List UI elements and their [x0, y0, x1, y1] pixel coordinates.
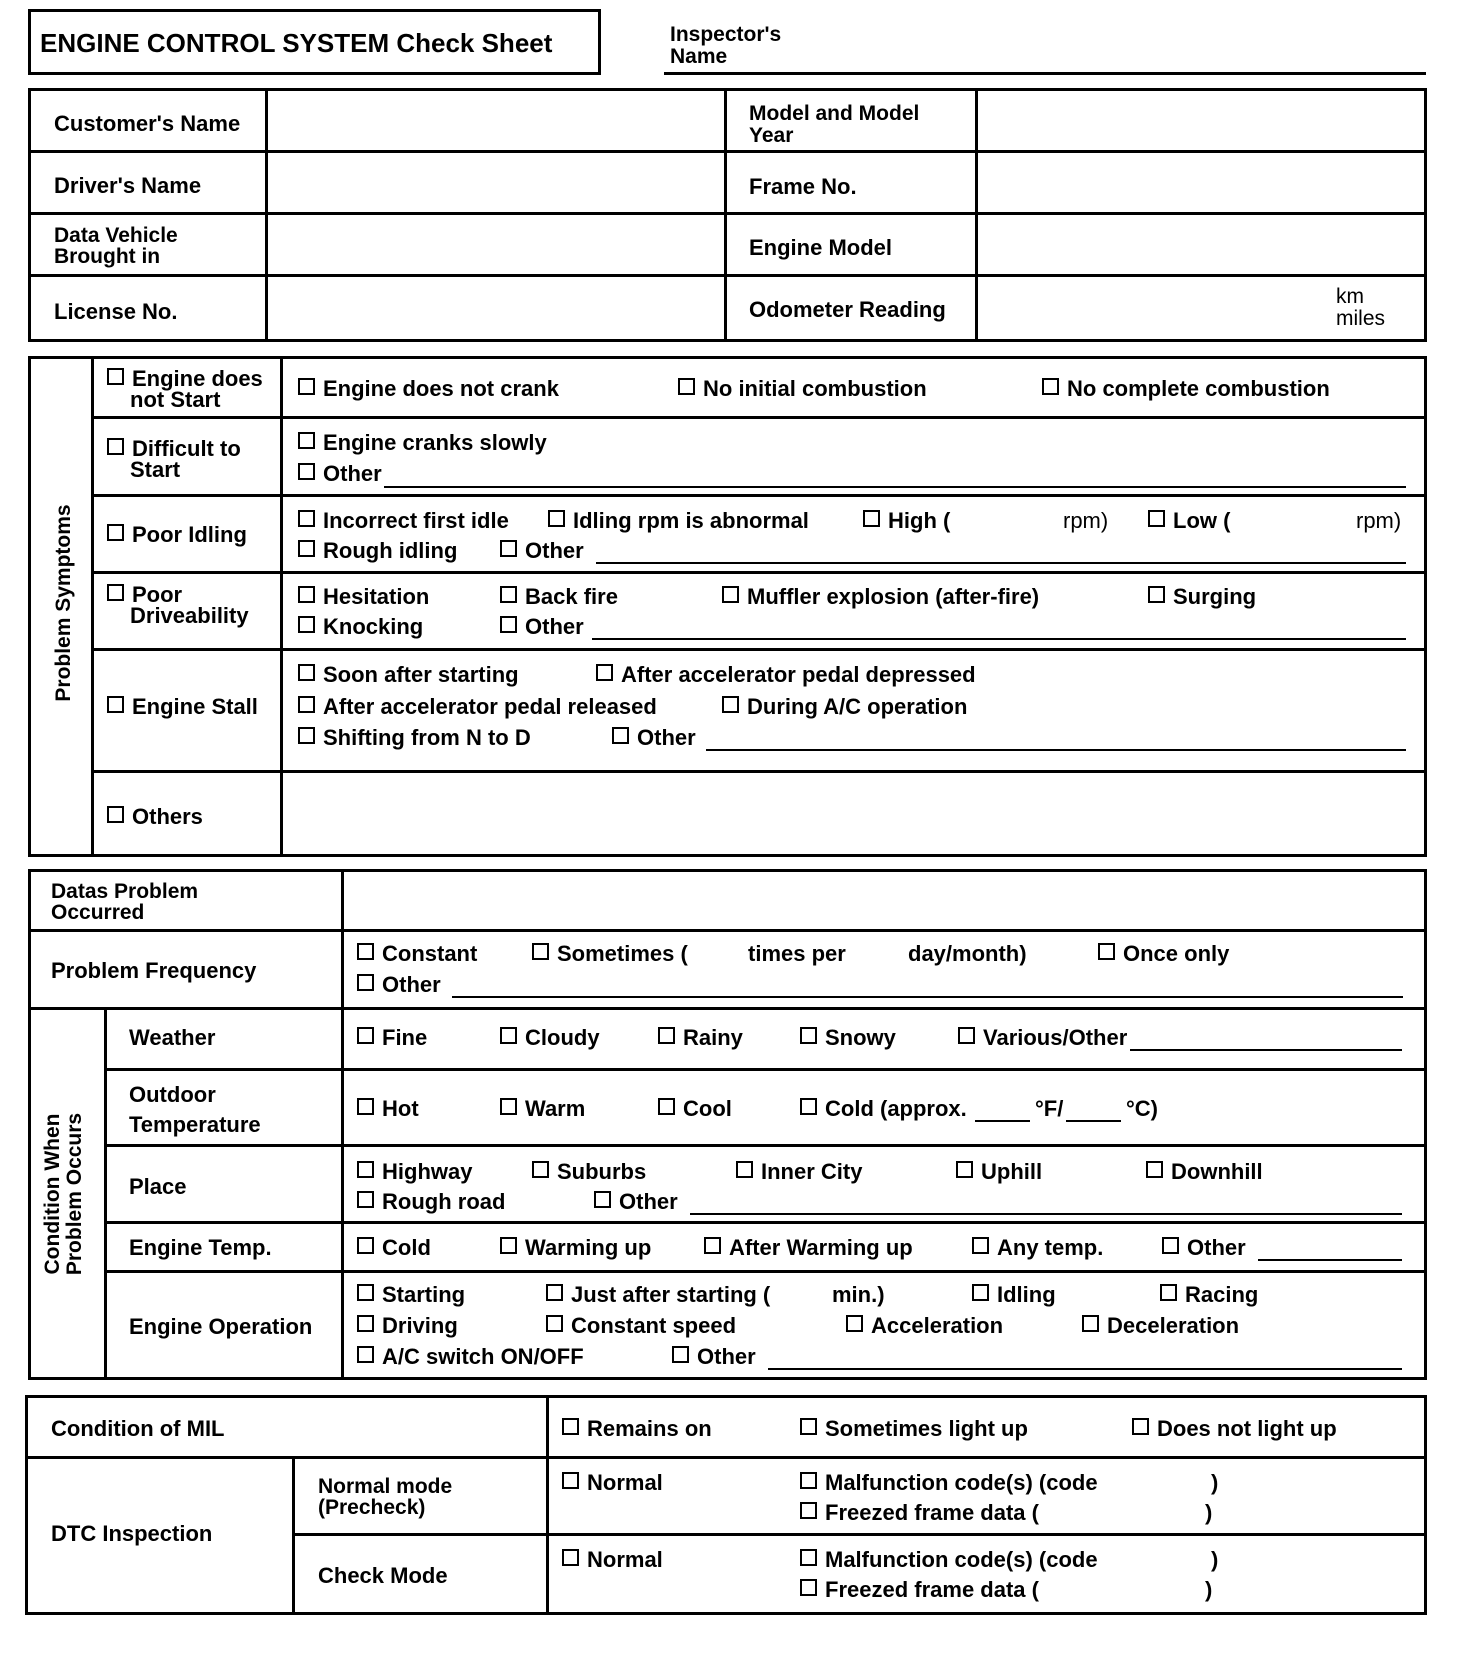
checkbox-icon[interactable]	[800, 1502, 817, 1519]
opt-stall-other[interactable]: Other	[612, 727, 696, 749]
mil-label: Condition of MIL	[51, 1416, 225, 1441]
opt-rainy[interactable]: Rainy	[658, 1027, 743, 1049]
opt-during-ac[interactable]: During A/C operation	[722, 696, 967, 718]
inspector-name-line[interactable]	[664, 72, 1426, 75]
engine-operation-label: Engine Operation	[129, 1314, 313, 1339]
others-check[interactable]	[107, 806, 203, 828]
opt-temp-cold[interactable]: Cold	[357, 1237, 431, 1259]
close-paren: )	[1211, 1470, 1219, 1495]
opt-rough-idling[interactable]: Rough idling	[298, 540, 457, 562]
checkbox-icon[interactable]	[357, 1027, 374, 1044]
checkbox-icon[interactable]	[736, 1161, 753, 1178]
opt-fine[interactable]: Fine	[357, 1027, 427, 1049]
unit-c-text: °C)	[1126, 1096, 1159, 1121]
opt-uphill[interactable]: Uphill	[956, 1161, 1042, 1183]
opt-shifting-n-to-d[interactable]: Shifting from N to D	[298, 727, 531, 749]
page-title: ENGINE CONTROL SYSTEM Check Sheet	[40, 28, 553, 58]
checkbox-icon[interactable]	[800, 1472, 817, 1489]
opt-rough-road[interactable]: Rough road	[357, 1191, 505, 1213]
checkbox-icon[interactable]	[1132, 1418, 1149, 1435]
check-mode-label: Check Mode	[318, 1563, 448, 1588]
unit-f-text: °F/	[1035, 1096, 1064, 1121]
opt-idling-rpm-abnormal[interactable]: Idling rpm is abnormal	[548, 510, 809, 532]
checkbox-icon[interactable]	[298, 540, 315, 557]
opt-suburbs[interactable]: Suburbs	[532, 1161, 646, 1183]
checkbox-icon[interactable]	[1148, 510, 1165, 527]
checkbox-icon[interactable]	[357, 1161, 374, 1178]
opt-idling[interactable]: Idling	[972, 1284, 1056, 1306]
opt-cold-approx[interactable]: Cold (approx.	[800, 1098, 967, 1120]
opt-malfunction-check[interactable]: Malfunction code(s) (code	[800, 1549, 1098, 1571]
temp-c-line[interactable]	[1066, 1120, 1121, 1122]
checkbox-icon[interactable]	[958, 1027, 975, 1044]
checkbox-icon[interactable]	[500, 540, 517, 557]
engine-temp-label: Engine Temp.	[129, 1235, 272, 1260]
checkbox-icon[interactable]	[1082, 1315, 1099, 1332]
checkbox-icon[interactable]	[1042, 378, 1059, 395]
opt-sometimes-light-up[interactable]: Sometimes light up	[800, 1418, 1028, 1440]
opt-after-warming-up[interactable]: After Warming up	[704, 1237, 913, 1259]
opt-normal-precheck[interactable]: Normal	[562, 1472, 663, 1494]
operation-other-line[interactable]	[768, 1368, 1402, 1370]
opt-various-other[interactable]: Various/Other	[958, 1027, 1127, 1049]
driver-name-label: Driver's Name	[54, 173, 202, 198]
checkbox-icon[interactable]	[357, 1315, 374, 1332]
opt-surging[interactable]: Surging	[1148, 586, 1256, 608]
opt-warming-up[interactable]: Warming up	[500, 1237, 651, 1259]
checkbox-icon[interactable]	[972, 1237, 989, 1254]
checkbox-icon[interactable]	[846, 1315, 863, 1332]
opt-highway[interactable]: Highway	[357, 1161, 472, 1183]
place-label: Place	[129, 1174, 187, 1199]
license-no-label: License No.	[54, 299, 178, 324]
checkbox-icon[interactable]	[546, 1284, 563, 1301]
opt-acceleration[interactable]: Acceleration	[846, 1315, 1003, 1337]
opt-driveability-other[interactable]: Other	[500, 616, 584, 638]
checkbox-icon[interactable]	[800, 1098, 817, 1115]
opt-pedal-released[interactable]: After accelerator pedal released	[298, 696, 657, 718]
opt-just-after-starting[interactable]: Just after starting (	[546, 1284, 770, 1306]
checkbox-icon[interactable]	[596, 664, 613, 681]
close-paren: )	[1205, 1500, 1213, 1525]
temp-other-line[interactable]	[1258, 1259, 1402, 1261]
checkbox-icon[interactable]	[800, 1027, 817, 1044]
checkbox-icon[interactable]	[612, 727, 629, 744]
checkbox-icon[interactable]	[546, 1315, 563, 1332]
checkbox-icon[interactable]	[107, 368, 124, 385]
checkbox-icon[interactable]	[1160, 1284, 1177, 1301]
checkbox-icon[interactable]	[972, 1284, 989, 1301]
checkbox-icon[interactable]	[1146, 1161, 1163, 1178]
checkbox-icon[interactable]	[500, 586, 517, 603]
opt-remains-on[interactable]: Remains on	[562, 1418, 712, 1440]
driver-name-field[interactable]	[268, 153, 724, 212]
opt-snowy[interactable]: Snowy	[800, 1027, 896, 1049]
checkbox-icon[interactable]	[298, 696, 315, 713]
weather-label: Weather	[129, 1025, 216, 1050]
checkbox-icon[interactable]	[678, 378, 695, 395]
checkbox-icon[interactable]	[298, 378, 315, 395]
opt-cranks-slowly[interactable]: Engine cranks slowly	[298, 432, 547, 454]
close-paren: )	[1205, 1577, 1213, 1602]
low-rpm-unit: rpm)	[1356, 508, 1402, 533]
checkbox-icon[interactable]	[298, 432, 315, 449]
opt-temp-other[interactable]: Other	[1162, 1237, 1246, 1259]
stall-other-line[interactable]	[706, 749, 1406, 751]
poor-driveability-check[interactable]	[107, 584, 290, 626]
min-text: min.)	[832, 1282, 885, 1307]
opt-constant[interactable]: Constant	[357, 943, 477, 965]
checkbox-icon[interactable]	[357, 1098, 374, 1115]
frame-no-field[interactable]	[978, 153, 1424, 212]
dtc-inspection-label: DTC Inspection	[51, 1521, 213, 1546]
opt-starting[interactable]: Starting	[357, 1284, 465, 1306]
unit-km: km	[1336, 285, 1364, 308]
inspector-label: Inspector's Name	[670, 23, 782, 68]
checkbox-icon[interactable]	[357, 1237, 374, 1254]
checkbox-icon[interactable]	[532, 943, 549, 960]
checkbox-icon[interactable]	[500, 1237, 517, 1254]
customer-name-label: Customer's Name	[54, 111, 241, 136]
opt-difficult-other[interactable]: Other	[298, 463, 382, 485]
checkbox-icon[interactable]	[298, 510, 315, 527]
opt-constant-speed[interactable]: Constant speed	[546, 1315, 736, 1337]
unit-miles: miles	[1336, 307, 1386, 330]
opt-muffler-explosion[interactable]: Muffler explosion (after-fire)	[722, 586, 1039, 608]
checkbox-icon[interactable]	[298, 664, 315, 681]
checkbox-icon[interactable]	[672, 1346, 689, 1363]
checkbox-icon[interactable]	[500, 1027, 517, 1044]
opt-knocking[interactable]: Knocking	[298, 616, 423, 638]
odometer-label: Odometer Reading	[749, 297, 946, 322]
problem-symptoms-label: Problem Symptoms	[52, 504, 75, 702]
opt-ac-switch[interactable]: A/C switch ON/OFF	[357, 1346, 584, 1368]
frequency-other-line[interactable]	[452, 996, 1403, 998]
temp-f-line[interactable]	[975, 1120, 1030, 1122]
times-per-text: times per	[748, 941, 846, 966]
opt-no-complete-combustion[interactable]: No complete combustion	[1042, 378, 1330, 400]
opt-idling-other[interactable]: Other	[500, 540, 584, 562]
poor-idling-label: Poor Idling	[132, 522, 247, 547]
checkbox-icon[interactable]	[722, 696, 739, 713]
checkbox-icon[interactable]	[107, 806, 124, 823]
temperature-label: Temperature	[129, 1112, 261, 1137]
checkbox-icon[interactable]	[532, 1161, 549, 1178]
model-year-label: Model and Model Year	[749, 102, 920, 147]
checkbox-icon[interactable]	[562, 1418, 579, 1435]
close-paren: )	[1211, 1547, 1219, 1572]
checkbox-icon[interactable]	[500, 1098, 517, 1115]
opt-incorrect-first-idle[interactable]: Incorrect first idle	[298, 510, 509, 532]
opt-sometimes[interactable]: Sometimes (	[532, 943, 688, 965]
checkbox-icon[interactable]	[298, 727, 315, 744]
checkbox-icon[interactable]	[357, 1191, 374, 1208]
checkbox-icon[interactable]	[1098, 943, 1115, 960]
outdoor-label: Outdoor	[129, 1082, 216, 1107]
checkbox-icon[interactable]	[357, 1346, 374, 1363]
opt-no-initial-combustion[interactable]: No initial combustion	[678, 378, 927, 400]
frame-no-label: Frame No.	[749, 174, 857, 199]
odometer-field[interactable]	[978, 277, 1318, 339]
opt-once-only[interactable]: Once only	[1098, 943, 1229, 965]
poor-driveability-label: Poor Driveability	[130, 582, 249, 628]
engine-stall-check[interactable]	[107, 696, 258, 718]
condition-when-label: Condition When Problem Occurs	[41, 1112, 86, 1276]
opt-inner-city[interactable]: Inner City	[736, 1161, 862, 1183]
poor-idling-check[interactable]	[107, 524, 247, 546]
opt-downhill[interactable]: Downhill	[1146, 1161, 1263, 1183]
checkbox-icon[interactable]	[357, 1284, 374, 1301]
opt-low-rpm[interactable]: Low (	[1148, 510, 1230, 532]
checkbox-icon[interactable]	[107, 584, 124, 601]
difficult-other-line[interactable]	[384, 486, 1406, 488]
opt-any-temp[interactable]: Any temp.	[972, 1237, 1103, 1259]
opt-does-not-light-up[interactable]: Does not light up	[1132, 1418, 1337, 1440]
opt-normal-check[interactable]: Normal	[562, 1549, 663, 1571]
checkbox-icon[interactable]	[1162, 1237, 1179, 1254]
opt-no-crank[interactable]: Engine does not crank	[298, 378, 559, 400]
date-brought-field[interactable]	[268, 215, 724, 274]
difficult-start-check[interactable]	[107, 438, 270, 480]
checkbox-icon[interactable]	[357, 943, 374, 960]
license-no-field[interactable]	[268, 277, 724, 339]
opt-high-rpm[interactable]: High (	[863, 510, 950, 532]
opt-hesitation[interactable]: Hesitation	[298, 586, 429, 608]
checkbox-icon[interactable]	[298, 616, 315, 633]
others-label: Others	[132, 804, 203, 829]
date-occurred-label: Datas Problem Occurred	[51, 880, 199, 924]
customer-name-field[interactable]	[268, 91, 724, 150]
day-month-text: day/month)	[908, 941, 1027, 966]
checkbox-icon[interactable]	[562, 1472, 579, 1489]
engine-not-start-label: Engine does not Start	[130, 366, 263, 412]
checkbox-icon[interactable]	[357, 974, 374, 991]
model-year-field[interactable]	[978, 91, 1424, 150]
checkbox-icon[interactable]	[800, 1418, 817, 1435]
checkbox-icon[interactable]	[956, 1161, 973, 1178]
checkbox-icon[interactable]	[658, 1027, 675, 1044]
checkbox-icon[interactable]	[107, 696, 124, 713]
checkbox-icon[interactable]	[1148, 586, 1165, 603]
opt-freezed-precheck[interactable]: Freezed frame data (	[800, 1502, 1039, 1524]
normal-mode-label: Normal mode (Precheck)	[318, 1475, 453, 1519]
date-brought-label: Data Vehicle Brought in	[54, 224, 178, 268]
date-occurred-field[interactable]	[344, 872, 1424, 929]
opt-frequency-other[interactable]: Other	[357, 974, 441, 996]
engine-model-field[interactable]	[978, 215, 1424, 274]
opt-cool[interactable]: Cool	[658, 1098, 732, 1120]
opt-freezed-check[interactable]: Freezed frame data (	[800, 1579, 1039, 1601]
opt-racing[interactable]: Racing	[1160, 1284, 1258, 1306]
checkbox-icon[interactable]	[298, 463, 315, 480]
engine-stall-label: Engine Stall	[132, 694, 258, 719]
weather-other-line[interactable]	[1130, 1049, 1402, 1051]
opt-operation-other[interactable]: Other	[672, 1346, 756, 1368]
opt-cloudy[interactable]: Cloudy	[500, 1027, 600, 1049]
problem-frequency-label: Problem Frequency	[51, 958, 257, 983]
opt-hot[interactable]: Hot	[357, 1098, 419, 1120]
checkbox-icon[interactable]	[107, 524, 124, 541]
engine-not-start-check[interactable]	[107, 368, 300, 410]
high-rpm-unit: rpm)	[1063, 508, 1109, 533]
opt-soon-after-starting[interactable]: Soon after starting	[298, 664, 519, 686]
opt-driving[interactable]: Driving	[357, 1315, 458, 1337]
checkbox-icon[interactable]	[500, 616, 517, 633]
checkbox-icon[interactable]	[658, 1098, 675, 1115]
checkbox-icon[interactable]	[298, 586, 315, 603]
opt-back-fire[interactable]: Back fire	[500, 586, 618, 608]
checkbox-icon[interactable]	[548, 510, 565, 527]
checkbox-icon[interactable]	[107, 438, 124, 455]
checkbox-icon[interactable]	[800, 1579, 817, 1596]
checkbox-icon[interactable]	[863, 510, 880, 527]
engine-model-label: Engine Model	[749, 235, 892, 260]
driveability-other-line[interactable]	[592, 638, 1406, 640]
others-field[interactable]	[283, 773, 1424, 854]
opt-deceleration[interactable]: Deceleration	[1082, 1315, 1239, 1337]
opt-pedal-depressed[interactable]: After accelerator pedal depressed	[596, 664, 976, 686]
opt-warm[interactable]: Warm	[500, 1098, 585, 1120]
checkbox-icon[interactable]	[594, 1191, 611, 1208]
idling-other-line[interactable]	[596, 562, 1406, 564]
opt-malfunction-precheck[interactable]: Malfunction code(s) (code	[800, 1472, 1098, 1494]
difficult-start-label: Difficult to Start	[130, 436, 241, 482]
opt-place-other[interactable]: Other	[594, 1191, 678, 1213]
place-other-line[interactable]	[690, 1213, 1402, 1215]
checkbox-icon[interactable]	[704, 1237, 721, 1254]
checkbox-icon[interactable]	[800, 1549, 817, 1566]
checkbox-icon[interactable]	[562, 1549, 579, 1566]
checkbox-icon[interactable]	[722, 586, 739, 603]
